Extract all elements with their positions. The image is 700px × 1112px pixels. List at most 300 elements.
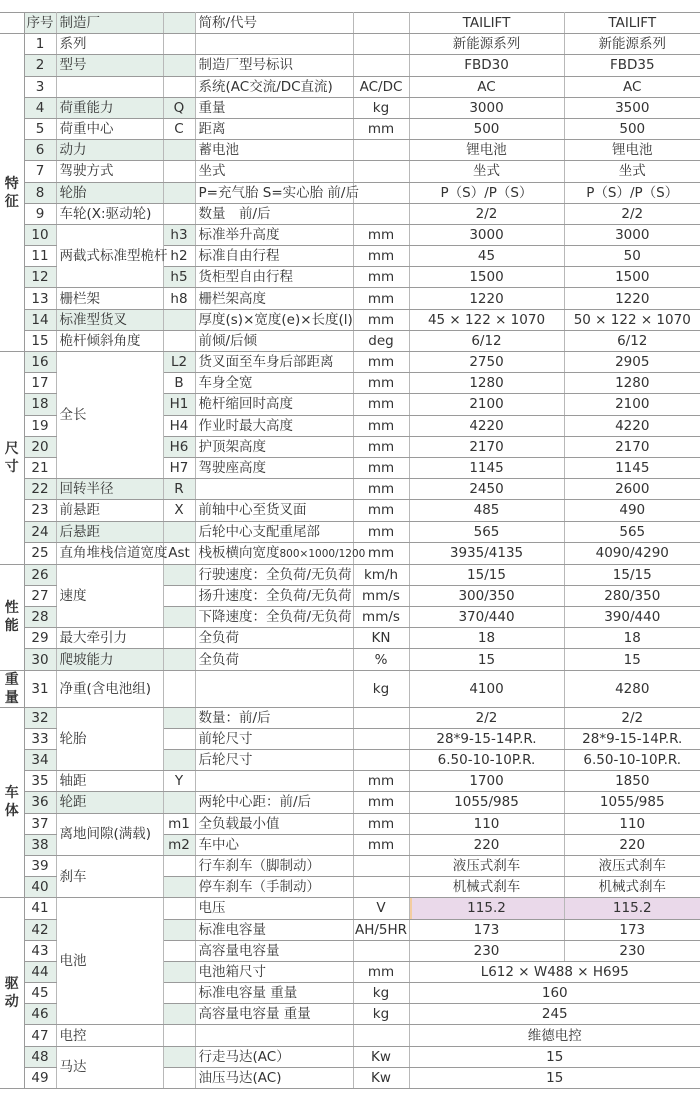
row-number: 42	[24, 919, 56, 940]
spec-row	[0, 521, 700, 542]
item-description: 油压马达(AC)	[195, 1067, 353, 1088]
item-unit: mm/s	[353, 585, 409, 606]
value-model-2: 1220	[564, 288, 700, 309]
item-unit	[353, 728, 409, 749]
item-unit: mm	[353, 771, 409, 792]
value-model-1: 45	[409, 246, 564, 267]
item-description: 标准自由行程	[195, 246, 353, 267]
item-symbol: R	[163, 479, 195, 500]
item-description: 两轮中心距：前/后	[195, 792, 353, 813]
item-unit: Kw	[353, 1067, 409, 1088]
item-unit: mm	[353, 436, 409, 457]
item-label: 回转半径	[56, 479, 163, 500]
item-label: 荷重能力	[56, 97, 163, 118]
row-number: 16	[24, 352, 56, 373]
spec-row	[0, 55, 700, 76]
value-model-2: 1145	[564, 457, 700, 478]
item-unit: mm	[353, 457, 409, 478]
item-description: 电池箱尺寸	[195, 961, 353, 982]
value-model-1: 1055/985	[409, 792, 564, 813]
item-symbol	[163, 161, 195, 182]
item-unit: AC/DC	[353, 76, 409, 97]
row-number: 35	[24, 771, 56, 792]
value-model-1: FBD30	[409, 55, 564, 76]
value-model-2: 110	[564, 813, 700, 834]
value-model-2: 2600	[564, 479, 700, 500]
row-number: 29	[24, 628, 56, 649]
row-number: 10	[24, 224, 56, 245]
item-unit: mm	[353, 500, 409, 521]
value-model-1: 1280	[409, 373, 564, 394]
row-number: 6	[24, 140, 56, 161]
item-description: 后轮尺寸	[195, 750, 353, 771]
item-unit	[353, 140, 409, 161]
row-number: 7	[24, 161, 56, 182]
spec-row	[0, 855, 700, 876]
item-symbol: H4	[163, 415, 195, 436]
value-model-1: 6.50-10-10P.R.	[409, 750, 564, 771]
item-label: 动力	[56, 140, 163, 161]
value-model-2: 4280	[564, 670, 700, 707]
item-unit: V	[353, 898, 409, 919]
value-model-1: 新能源系列	[409, 34, 564, 55]
item-unit: mm	[353, 394, 409, 415]
item-symbol	[163, 1046, 195, 1067]
group-label: 全长	[56, 352, 163, 479]
item-label: 爬坡能力	[56, 649, 163, 670]
value-model-2: FBD35	[564, 55, 700, 76]
value-both-models: 15	[409, 1067, 700, 1088]
value-model-2: 280/350	[564, 585, 700, 606]
item-symbol	[163, 521, 195, 542]
value-model-1: AC	[409, 76, 564, 97]
header-row	[0, 13, 700, 34]
spec-row	[0, 898, 700, 919]
spec-row	[0, 1046, 700, 1067]
item-label: 系列	[56, 34, 163, 55]
category-label: 重 量	[0, 670, 24, 707]
item-description: 距离	[195, 118, 353, 139]
item-description: 蓄电池	[195, 140, 353, 161]
header-name: 简称/代号	[195, 13, 353, 34]
value-model-2: 565	[564, 521, 700, 542]
item-unit	[353, 34, 409, 55]
header-sym	[163, 13, 195, 34]
item-description: 行驶速度：全负荷/无负荷	[195, 564, 353, 585]
value-model-1: 4100	[409, 670, 564, 707]
item-unit	[353, 1025, 409, 1046]
value-model-2: 230	[564, 940, 700, 961]
value-model-1: 45 × 122 × 1070	[409, 309, 564, 330]
item-label: 前悬距	[56, 500, 163, 521]
item-symbol: h2	[163, 246, 195, 267]
item-unit: mm	[353, 246, 409, 267]
category-label: 特 征	[0, 34, 24, 352]
item-description: P=充气胎 S=实心胎 前/后	[195, 182, 353, 203]
item-description: 数量 前/后	[195, 203, 353, 224]
spec-row	[0, 140, 700, 161]
value-model-1: 1700	[409, 771, 564, 792]
item-description: 高容量电容量 重量	[195, 1004, 353, 1025]
item-unit: mm	[353, 224, 409, 245]
item-symbol	[163, 140, 195, 161]
group-label: 离地间隙(满载)	[56, 813, 163, 855]
value-model-1: 485	[409, 500, 564, 521]
item-label: 电控	[56, 1025, 163, 1046]
item-label: 轮胎	[56, 182, 163, 203]
value-model-1: 565	[409, 521, 564, 542]
item-label: 型号	[56, 55, 163, 76]
row-number: 47	[24, 1025, 56, 1046]
item-label: 轮距	[56, 792, 163, 813]
value-model-1: 坐式	[409, 161, 564, 182]
value-model-2: 坐式	[564, 161, 700, 182]
value-model-1: 1220	[409, 288, 564, 309]
row-number: 40	[24, 877, 56, 898]
item-symbol	[163, 961, 195, 982]
row-number: 22	[24, 479, 56, 500]
spec-row	[0, 309, 700, 330]
value-model-1: 2450	[409, 479, 564, 500]
item-description: 前轴中心至货叉面	[195, 500, 353, 521]
value-both-models: 维德电控	[409, 1025, 700, 1046]
value-model-2: 2170	[564, 436, 700, 457]
value-model-1: 3000	[409, 97, 564, 118]
row-number: 48	[24, 1046, 56, 1067]
group-label: 两截式标准型桅杆	[56, 224, 163, 288]
item-symbol	[163, 707, 195, 728]
value-model-2: 490	[564, 500, 700, 521]
item-description-note: 800×1000/1200	[279, 547, 366, 560]
value-model-1: 2750	[409, 352, 564, 373]
category-label: 车 体	[0, 707, 24, 898]
spec-row	[0, 76, 700, 97]
item-symbol: Ast	[163, 542, 195, 564]
row-number: 20	[24, 436, 56, 457]
category-corner	[0, 13, 24, 34]
item-label: 直角堆栈信道宽度	[56, 542, 163, 564]
value-both-models: 160	[409, 983, 700, 1004]
spec-row	[0, 182, 700, 203]
item-label: 后悬距	[56, 521, 163, 542]
item-unit	[353, 161, 409, 182]
item-unit: mm	[353, 792, 409, 813]
item-description: 货叉面至车身后部距离	[195, 352, 353, 373]
row-number: 43	[24, 940, 56, 961]
item-unit: mm	[353, 834, 409, 855]
value-model-1: 锂电池	[409, 140, 564, 161]
item-unit	[353, 55, 409, 76]
item-symbol	[163, 182, 195, 203]
item-symbol	[163, 55, 195, 76]
item-unit	[353, 203, 409, 224]
value-model-2: 4090/4290	[564, 542, 700, 564]
value-both-models: L612 × W488 × H695	[409, 961, 700, 982]
spec-row	[0, 649, 700, 670]
item-unit: deg	[353, 330, 409, 351]
spec-row	[0, 1025, 700, 1046]
header-model-1: TAILIFT	[409, 13, 564, 34]
spec-row	[0, 670, 700, 707]
item-description: 数量：前/后	[195, 707, 353, 728]
spec-row	[0, 118, 700, 139]
row-number: 17	[24, 373, 56, 394]
item-symbol	[163, 919, 195, 940]
item-label: 驾驶方式	[56, 161, 163, 182]
item-symbol	[163, 940, 195, 961]
spec-row	[0, 224, 700, 245]
item-unit: mm	[353, 479, 409, 500]
item-symbol: X	[163, 500, 195, 521]
item-description	[195, 34, 353, 55]
item-unit	[353, 182, 409, 203]
row-number: 32	[24, 707, 56, 728]
value-model-2: 新能源系列	[564, 34, 700, 55]
value-model-2: 15/15	[564, 564, 700, 585]
spec-row	[0, 97, 700, 118]
row-number: 12	[24, 267, 56, 288]
row-number: 21	[24, 457, 56, 478]
item-unit: mm	[353, 288, 409, 309]
item-description	[195, 1025, 353, 1046]
spec-row	[0, 34, 700, 55]
value-model-2: 2/2	[564, 707, 700, 728]
item-symbol: m2	[163, 834, 195, 855]
row-number: 15	[24, 330, 56, 351]
value-model-1: 2/2	[409, 707, 564, 728]
item-symbol: L2	[163, 352, 195, 373]
row-number: 3	[24, 76, 56, 97]
item-description: 停车刹车（手制动）	[195, 877, 353, 898]
value-model-1: 15/15	[409, 564, 564, 585]
item-description: 厚度(s)×宽度(e)×长度(l)	[195, 309, 353, 330]
row-number: 46	[24, 1004, 56, 1025]
spec-row	[0, 288, 700, 309]
item-description: 坐式	[195, 161, 353, 182]
item-description: 高容量电容量	[195, 940, 353, 961]
item-label: 桅杆倾斜角度	[56, 330, 163, 351]
row-number: 37	[24, 813, 56, 834]
row-number: 4	[24, 97, 56, 118]
value-model-2: 18	[564, 628, 700, 649]
value-model-1: 300/350	[409, 585, 564, 606]
item-unit: mm	[353, 961, 409, 982]
value-model-1: 3935/4135	[409, 542, 564, 564]
item-unit: mm	[353, 352, 409, 373]
item-symbol	[163, 585, 195, 606]
row-number: 27	[24, 585, 56, 606]
item-label: 栅栏架	[56, 288, 163, 309]
item-symbol	[163, 564, 195, 585]
item-unit: mm	[353, 309, 409, 330]
value-model-2: 50 × 122 × 1070	[564, 309, 700, 330]
row-number: 39	[24, 855, 56, 876]
value-model-1: 18	[409, 628, 564, 649]
item-description: 行走马达(AC）	[195, 1046, 353, 1067]
item-label: 车轮(X:驱动轮)	[56, 203, 163, 224]
item-symbol	[163, 1067, 195, 1088]
value-model-2: 6/12	[564, 330, 700, 351]
value-model-2: 1500	[564, 267, 700, 288]
item-description: 货柜型自由行程	[195, 267, 353, 288]
item-description: 标准电容量	[195, 919, 353, 940]
value-model-2: 3500	[564, 97, 700, 118]
value-model-2: 锂电池	[564, 140, 700, 161]
header-model-2: TAILIFT	[564, 13, 700, 34]
value-model-2: P（S）/P（S）	[564, 182, 700, 203]
value-model-2: 1055/985	[564, 792, 700, 813]
value-model-1: 1145	[409, 457, 564, 478]
row-number: 34	[24, 750, 56, 771]
item-description: 护顶架高度	[195, 436, 353, 457]
item-label: 荷重中心	[56, 118, 163, 139]
item-description	[195, 479, 353, 500]
item-symbol	[163, 330, 195, 351]
value-model-1: 4220	[409, 415, 564, 436]
value-model-1: 370/440	[409, 607, 564, 628]
row-number: 45	[24, 983, 56, 1004]
header-mfr: 制造厂	[56, 13, 163, 34]
row-number: 31	[24, 670, 56, 707]
group-label: 速度	[56, 564, 163, 628]
item-unit: kg	[353, 670, 409, 707]
row-number: 36	[24, 792, 56, 813]
value-model-2: 2100	[564, 394, 700, 415]
item-description: 车中心	[195, 834, 353, 855]
row-number: 1	[24, 34, 56, 55]
spec-row	[0, 628, 700, 649]
row-number: 14	[24, 309, 56, 330]
item-description: 全负荷	[195, 628, 353, 649]
item-symbol: H6	[163, 436, 195, 457]
value-model-2: 390/440	[564, 607, 700, 628]
item-symbol	[163, 76, 195, 97]
item-symbol	[163, 898, 195, 919]
item-description: 全负载最小值	[195, 813, 353, 834]
group-label: 马达	[56, 1046, 163, 1088]
item-description: 栈板横向宽度800×1000/1200	[195, 542, 353, 564]
value-model-1: 2100	[409, 394, 564, 415]
item-symbol: H1	[163, 394, 195, 415]
value-model-2: 115.2	[564, 898, 700, 919]
group-label: 电池	[56, 898, 163, 1025]
row-number: 23	[24, 500, 56, 521]
item-symbol	[163, 649, 195, 670]
item-unit: mm	[353, 521, 409, 542]
value-model-1: 28*9-15-14P.R.	[409, 728, 564, 749]
value-model-2: 28*9-15-14P.R.	[564, 728, 700, 749]
item-symbol: h8	[163, 288, 195, 309]
value-model-1: 15	[409, 649, 564, 670]
value-model-1: 机械式刹车	[409, 877, 564, 898]
item-symbol	[163, 203, 195, 224]
category-label: 性 能	[0, 564, 24, 670]
value-model-2: 机械式刹车	[564, 877, 700, 898]
row-number: 24	[24, 521, 56, 542]
value-model-1: 液压式刹车	[409, 855, 564, 876]
value-model-2: 220	[564, 834, 700, 855]
value-model-1: 6/12	[409, 330, 564, 351]
item-description: 驾驶座高度	[195, 457, 353, 478]
item-symbol	[163, 309, 195, 330]
item-symbol	[163, 877, 195, 898]
value-model-2: 6.50-10-10P.R.	[564, 750, 700, 771]
item-description: 标准举升高度	[195, 224, 353, 245]
value-model-1: 173	[409, 919, 564, 940]
value-model-1: 2/2	[409, 203, 564, 224]
item-unit	[353, 750, 409, 771]
item-symbol: H7	[163, 457, 195, 478]
value-model-2: 15	[564, 649, 700, 670]
spec-row	[0, 771, 700, 792]
item-description: 桅杆缩回时高度	[195, 394, 353, 415]
row-number: 44	[24, 961, 56, 982]
value-model-2: 液压式刹车	[564, 855, 700, 876]
spec-row	[0, 352, 700, 373]
item-label: 最大牵引力	[56, 628, 163, 649]
item-unit: mm	[353, 415, 409, 436]
item-description: 标准电容量 重量	[195, 983, 353, 1004]
item-description: 下降速度：全负荷/无负荷	[195, 607, 353, 628]
row-number: 38	[24, 834, 56, 855]
row-number: 33	[24, 728, 56, 749]
spec-row	[0, 542, 700, 564]
item-symbol	[163, 792, 195, 813]
category-label: 尺 寸	[0, 352, 24, 565]
item-symbol	[163, 728, 195, 749]
row-number: 26	[24, 564, 56, 585]
category-label: 驱 动	[0, 898, 24, 1089]
row-number: 9	[24, 203, 56, 224]
item-description: 行车刹车（脚制动）	[195, 855, 353, 876]
spec-row	[0, 792, 700, 813]
item-unit	[353, 855, 409, 876]
value-model-1: 3000	[409, 224, 564, 245]
value-model-1: 230	[409, 940, 564, 961]
item-description	[195, 670, 353, 707]
spec-row	[0, 161, 700, 182]
item-label: 净重(含电池组)	[56, 670, 163, 707]
value-model-2: 4220	[564, 415, 700, 436]
item-unit	[353, 877, 409, 898]
item-label: 轴距	[56, 771, 163, 792]
item-description: 栅栏架高度	[195, 288, 353, 309]
row-number: 2	[24, 55, 56, 76]
row-number: 18	[24, 394, 56, 415]
value-model-2: 3000	[564, 224, 700, 245]
item-description: 扬升速度：全负荷/无负荷	[195, 585, 353, 606]
item-description: 制造厂型号标识	[195, 55, 353, 76]
value-model-2: AC	[564, 76, 700, 97]
value-model-2: 2905	[564, 352, 700, 373]
item-unit: km/h	[353, 564, 409, 585]
item-unit	[353, 940, 409, 961]
value-model-2: 1280	[564, 373, 700, 394]
spec-row	[0, 330, 700, 351]
item-description: 车身全宽	[195, 373, 353, 394]
spec-row	[0, 479, 700, 500]
item-symbol	[163, 1025, 195, 1046]
item-symbol: Q	[163, 97, 195, 118]
spec-row	[0, 707, 700, 728]
item-description: 前倾/后倾	[195, 330, 353, 351]
value-model-2: 50	[564, 246, 700, 267]
row-number: 8	[24, 182, 56, 203]
row-number: 19	[24, 415, 56, 436]
item-unit: mm	[353, 373, 409, 394]
item-label: 标准型货叉	[56, 309, 163, 330]
item-description	[195, 771, 353, 792]
